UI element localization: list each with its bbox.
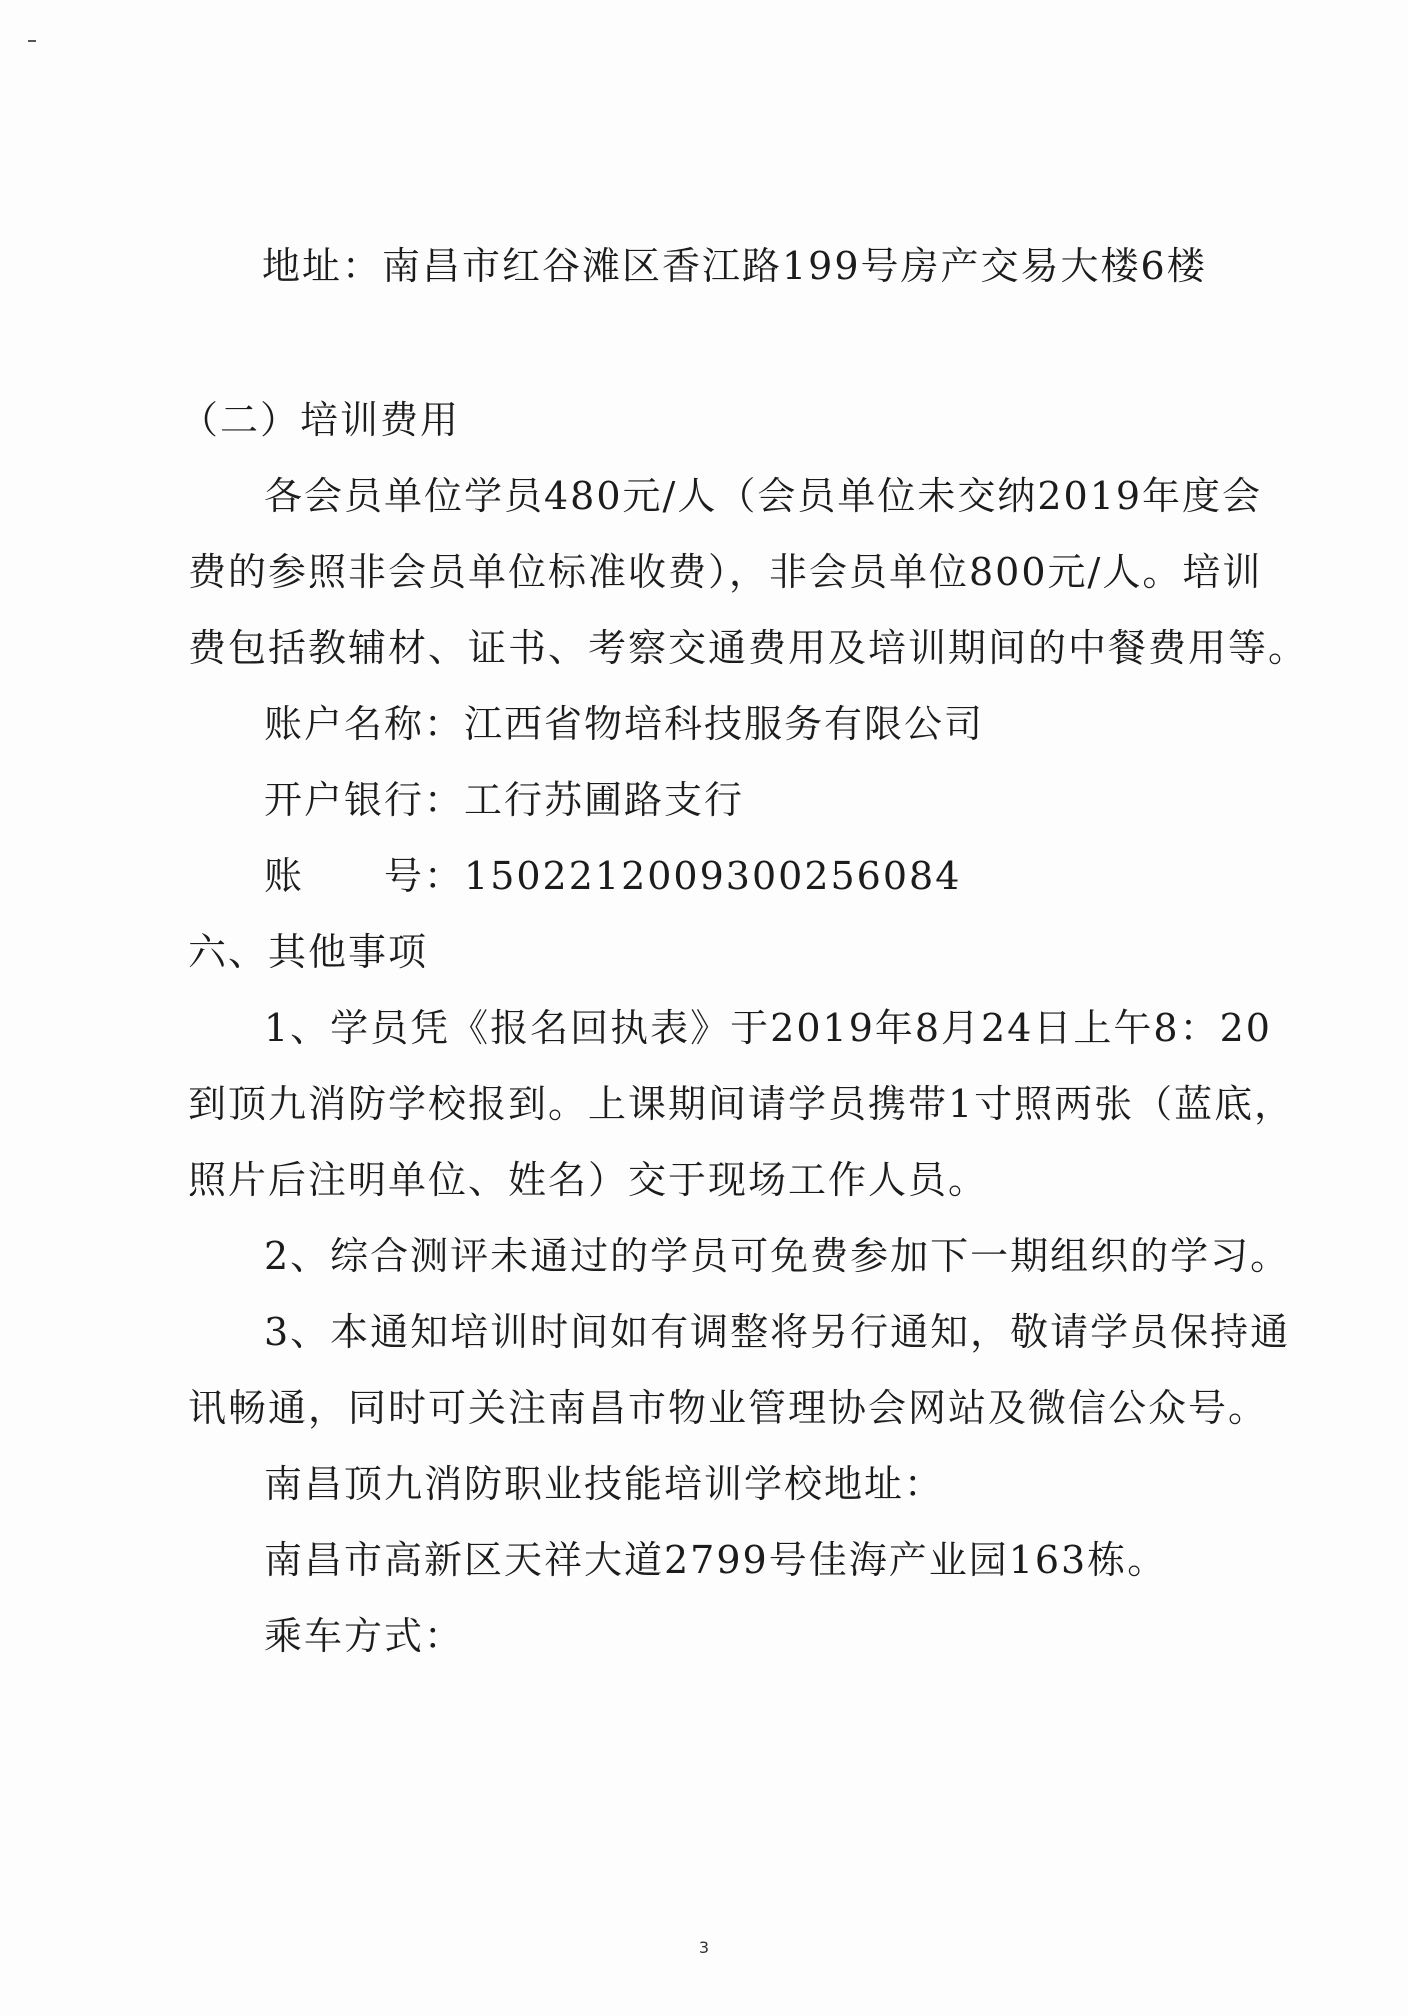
page-number: 3 [698,1938,710,1957]
fee-paragraph-line-1: 各会员单位学员480元/人（会员单位未交纳2019年度会 [264,474,1263,518]
item3-line-2: 讯畅通，同时可关注南昌市物业管理协会网站及微信公众号。 [188,1386,1269,1430]
section-fee-heading: （二）培训费用 [180,398,461,442]
fee-paragraph-line-2: 费的参照非会员单位标准收费），非会员单位800元/人。培训 [188,550,1263,594]
scan-artifact-mark [28,40,36,42]
item2-line: 2、综合测评未通过的学员可免费参加下一期组织的学习。 [264,1234,1291,1278]
account-number-line [264,852,961,900]
account-number-label: 账 号： [264,854,465,898]
item1-line-1: 1、学员凭《报名回执表》于2019年8月24日上午8：20 [264,1006,1272,1050]
section-other-heading: 六、其他事项 [188,930,429,974]
item1-line-2: 到顶九消防学校报到。上课期间请学员携带1寸照两张（蓝底， [188,1082,1295,1126]
transport-label: 乘车方式： [264,1614,465,1658]
item3-line-1: 3、本通知培训时间如有调整将另行通知，敬请学员保持通 [264,1310,1291,1354]
school-address-label: 南昌顶九消防职业技能培训学校地址： [264,1462,945,1506]
address-line: 地址：南昌市红谷滩区香江路199号房产交易大楼6楼 [262,244,1207,288]
item1-line-3: 照片后注明单位、姓名）交于现场工作人员。 [188,1158,989,1202]
account-number-value: 1502212009300256084 [464,854,962,898]
school-address: 南昌市高新区天祥大道2799号佳海产业园163栋。 [264,1538,1168,1582]
bank-name-line: 开户银行：工行苏圃路支行 [264,778,745,822]
fee-paragraph-line-3: 费包括教辅材、证书、考察交通费用及培训期间的中餐费用等。 [188,626,1309,670]
account-name-line: 账户名称：江西省物培科技服务有限公司 [264,702,985,746]
